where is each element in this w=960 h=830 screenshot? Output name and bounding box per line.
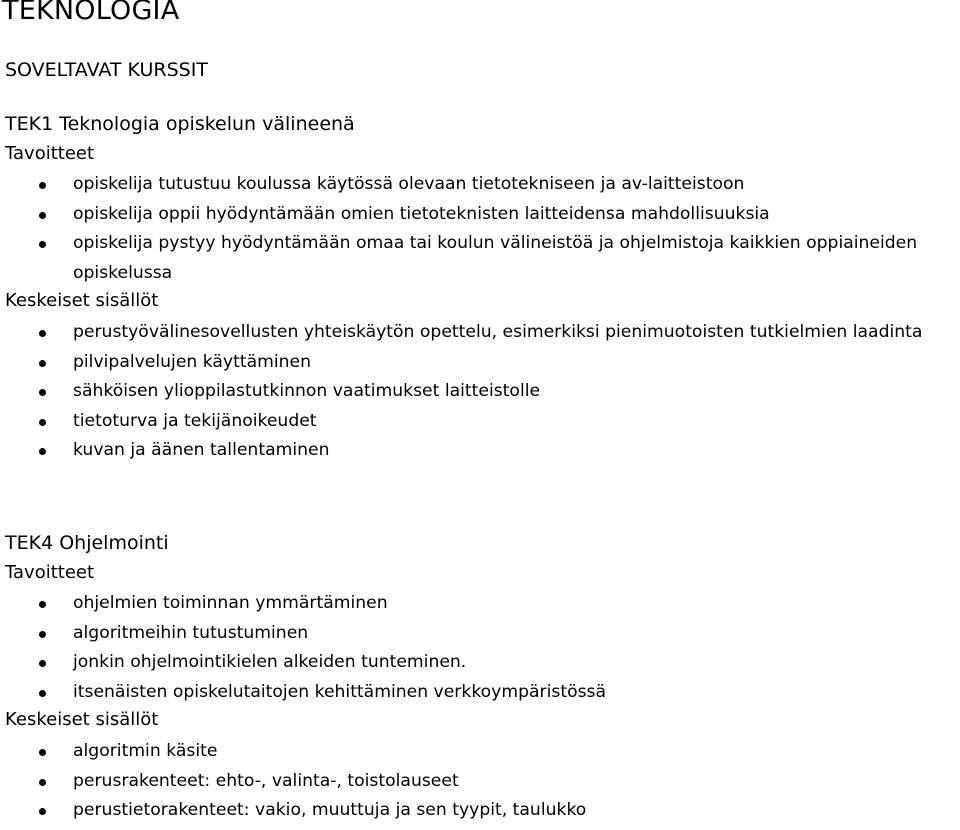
goals-heading-tek4: Tavoitteet <box>5 562 95 583</box>
list-item <box>0 229 958 288</box>
bullet-icon <box>39 419 46 426</box>
section-heading: SOVELTAVAT KURSSIT <box>5 59 208 81</box>
list-item <box>0 170 960 200</box>
contents-heading-tek1: Keskeiset sisällöt <box>5 290 159 311</box>
list-item <box>0 436 960 466</box>
contents-list-tek4 <box>0 737 960 826</box>
bullet-icon <box>39 690 46 697</box>
list-item <box>0 318 958 348</box>
list-item-text: jonkin ohjelmointikielen alkeiden tunteminen. <box>73 652 467 672</box>
list-item-text: pilvipalvelujen käyttäminen <box>73 351 311 372</box>
list-item-text: algoritmin käsite <box>73 741 218 761</box>
list-item <box>0 796 960 826</box>
bullet-icon <box>39 601 46 608</box>
page-title: TEKNOLOGIA <box>2 0 180 26</box>
goals-list-tek1 <box>0 170 960 288</box>
list-item-text: perustyövälinesovellusten yhteiskäytön opettelu, esimerkiksi pienimuotoisten tutkielmien laadinta <box>73 322 923 342</box>
bullet-icon <box>39 808 46 815</box>
list-item <box>0 377 960 407</box>
list-item-text: opiskelija oppii hyödyntämään omien tietoteknisten laitteidensa mahdollisuuksia <box>73 203 770 224</box>
bullet-icon <box>39 212 46 219</box>
list-item <box>0 767 960 797</box>
list-item <box>0 589 960 619</box>
list-item <box>0 678 960 708</box>
contents-list-tek1 <box>0 318 960 466</box>
list-item <box>0 648 960 678</box>
bullet-icon <box>39 631 46 638</box>
list-item <box>0 200 960 230</box>
list-item <box>0 737 960 767</box>
bullet-icon <box>39 330 46 337</box>
bullet-icon <box>39 389 46 396</box>
bullet-icon <box>39 660 46 667</box>
list-item <box>0 348 960 378</box>
list-item-text: perusrakenteet: ehto-, valinta-, toistolauseet <box>73 770 459 791</box>
bullet-icon <box>39 448 46 455</box>
list-item <box>0 407 960 437</box>
list-item-text: itsenäisten opiskelutaitojen kehittäminen verkkoympäristössä <box>73 681 607 702</box>
list-item-text: tietoturva ja tekijänoikeudet <box>73 410 317 431</box>
list-item-text: sähköisen ylioppilastutkinnon vaatimukset laitteistolle <box>73 381 541 401</box>
bullet-icon <box>39 182 46 189</box>
list-item-text: opiskelija pystyy hyödyntämään omaa tai koulun välineistöä ja ohjelmistoja kaikkien oppiaineiden opiskelussa <box>73 233 918 283</box>
list-item <box>0 619 960 649</box>
list-item-text: algoritmeihin tutustuminen <box>73 622 309 643</box>
course-title-tek1: TEK1 Teknologia opiskelun välineenä <box>5 113 355 135</box>
goals-heading-tek1: Tavoitteet <box>5 143 95 164</box>
bullet-icon <box>39 360 46 367</box>
bullet-icon <box>39 241 46 248</box>
course-title-tek4: TEK4 Ohjelmointi <box>5 532 169 554</box>
goals-list-tek4 <box>0 589 960 707</box>
bullet-icon <box>39 779 46 786</box>
list-item-text: opiskelija tutustuu koulussa käytössä olevaan tietotekniseen ja av-laitteistoon <box>73 174 745 194</box>
contents-heading-tek4: Keskeiset sisällöt <box>5 709 159 730</box>
bullet-icon <box>39 749 46 756</box>
list-item-text: perustietorakenteet: vakio, muuttuja ja sen tyypit, taulukko <box>73 800 587 820</box>
list-item-text: ohjelmien toiminnan ymmärtäminen <box>73 593 388 613</box>
list-item-text: kuvan ja äänen tallentaminen <box>73 440 330 460</box>
